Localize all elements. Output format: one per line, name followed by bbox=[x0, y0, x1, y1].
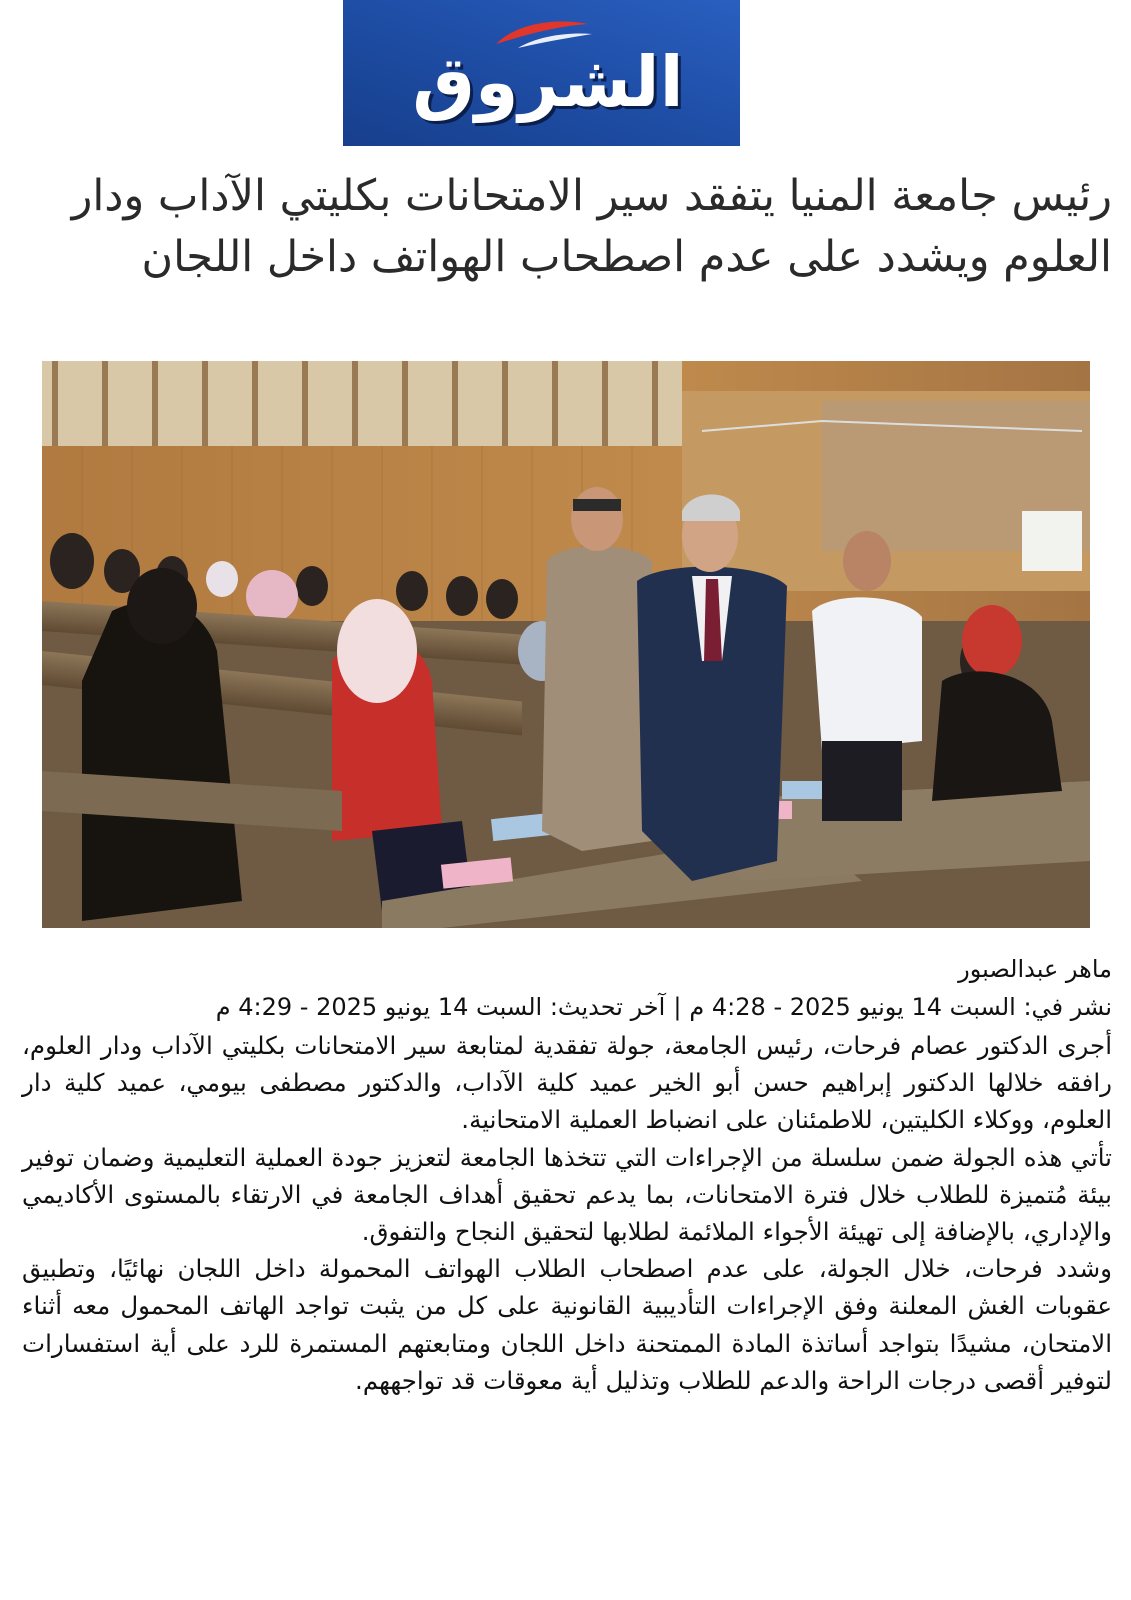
date-separator: | bbox=[673, 993, 682, 1021]
article-meta bbox=[22, 950, 1112, 1026]
article-paragraph: أجرى الدكتور عصام فرحات، رئيس الجامعة، جولة تفقدية لمتابعة سير الامتحانات بكليتي الآداب ودار العلوم، رافقه خلالها الدكتور إبراهيم حسن أبو الخير عميد كلية الآداب، والدكتور مصطفى بيومي، عميد كلية دار العلوم، ووكلاء الكليتين، للاطمئنان على انضباط العملية الامتحانية. bbox=[22, 1031, 1112, 1135]
article-paragraph: وشدد فرحات، خلال الجولة، على عدم اصطحاب الطلاب الهواتف المحمولة داخل اللجان نهائيًا، وتطبيق عقوبات الغش المعلنة وفق الإجراءات التأديبية القانونية على كل من يثبت تواجد الهاتف المحمول معه أثناء الامتحان، مشيدًا بتواجد أساتذة المادة الممتحنة داخل اللجان ومتابعتهم المستمرة للرد على أية استفسارات لتوفير أقصى درجات الراحة والدعم للطلاب وتذليل أية معوقات قد تواجههم. bbox=[22, 1254, 1112, 1395]
article-paragraph: تأتي هذه الجولة ضمن سلسلة من الإجراءات التي تتخذها الجامعة لتعزيز جودة العملية التعليمية وضمان توفير بيئة مُتميزة للطلاب خلال فترة الامتحانات، بما يدعم تحقيق أهداف الجامعة في الارتقاء بالمستوى الأكاديمي والإداري، بالإضافة إلى تهيئة الأجواء الملائمة لطلابها لتحقيق النجاح والتفوق. bbox=[22, 1142, 1112, 1247]
article-body bbox=[22, 1027, 1112, 1399]
publication-dates bbox=[22, 988, 1112, 1026]
article-photo bbox=[42, 361, 1090, 928]
author-name[interactable]: ماهر عبدالصبور bbox=[958, 955, 1112, 983]
published-date: نشر في: السبت 14 يونيو 2025 - 4:28 م bbox=[689, 993, 1112, 1021]
logo-wordmark: الشروق bbox=[412, 41, 684, 123]
exam-hall-photo bbox=[42, 361, 1090, 928]
article-headline: رئيس جامعة المنيا يتفقد سير الامتحانات بكليتي الآداب ودار العلوم ويشدد على عدم اصطحاب الهواتف داخل اللجان bbox=[71, 171, 1112, 282]
updated-date: آخر تحديث: السبت 14 يونيو 2025 - 4:29 م bbox=[215, 993, 666, 1021]
newspaper-logo[interactable] bbox=[343, 0, 740, 146]
